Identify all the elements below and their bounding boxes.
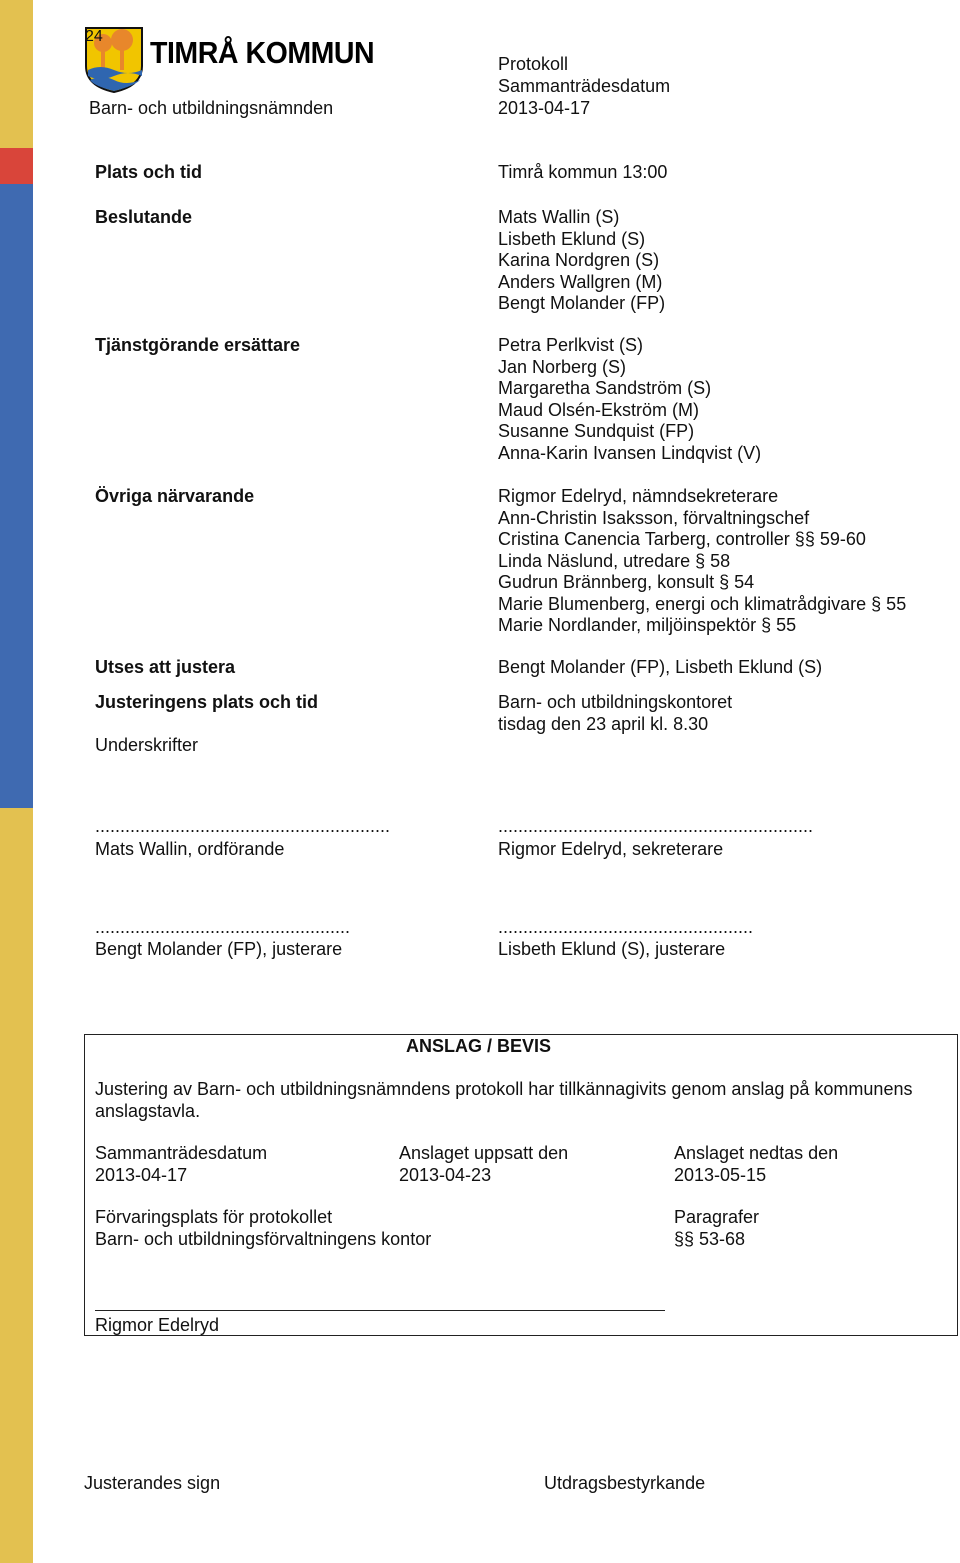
signature-name-secretary: Rigmor Edelryd, sekreterare: [498, 839, 724, 859]
page-number: 24: [85, 28, 103, 45]
signature-name-adjuster-1: Bengt Molander (FP), justerare: [95, 939, 343, 959]
list-item: Lisbeth Eklund (S): [498, 228, 646, 249]
signature-line-adjuster-1: ...................................................: [95, 917, 351, 937]
list-item: Ann-Christin Isaksson, förvaltningschef: [498, 507, 810, 528]
list-item: Maud Olsén-Ekström (M): [498, 399, 700, 420]
notice-storage-value: Barn- och utbildningsförvaltningens kontor: [95, 1229, 432, 1249]
list-item: Linda Näslund, utredare § 58: [498, 550, 731, 571]
list-item: Susanne Sundquist (FP): [498, 421, 695, 441]
notice-title: ANSLAG / BEVIS: [406, 1036, 552, 1056]
adjust-place-label: Justeringens plats och tid: [95, 692, 319, 712]
adjusters-value: Bengt Molander (FP), Lisbeth Eklund (S): [498, 657, 823, 677]
notice-sections-value: §§ 53-68: [674, 1229, 746, 1249]
signature-rule: [95, 1310, 665, 1311]
signature-line-chair: ...........................................................: [95, 816, 391, 836]
notice-signer: Rigmor Edelryd: [95, 1315, 220, 1335]
adjust-place-line2: tisdag den 23 april kl. 8.30: [498, 714, 709, 734]
header-date-label: Sammanträdesdatum: [498, 76, 671, 96]
adjusters-label: Utses att justera: [95, 657, 236, 677]
notice-storage-label: Förvaringsplats för protokollet: [95, 1207, 333, 1227]
place-time-label: Plats och tid: [95, 162, 203, 182]
stripe-yellow-bottom: [0, 808, 33, 1563]
list-item: Petra Perlkvist (S): [498, 335, 644, 355]
signatures-label: Underskrifter: [95, 735, 199, 755]
substitutes-label: Tjänstgörande ersättare: [95, 335, 301, 355]
list-item: Rigmor Edelryd, nämndsekreterare: [498, 486, 779, 506]
notice-meeting-date-label: Sammanträdesdatum: [95, 1143, 268, 1163]
notice-removed-label: Anslaget nedtas den: [674, 1143, 839, 1163]
list-item: Gudrun Brännberg, konsult § 54: [498, 572, 755, 592]
list-item: Jan Norberg (S): [498, 356, 627, 377]
signature-line-adjuster-2: ...................................................: [498, 917, 754, 937]
list-item: Margaretha Sandström (S): [498, 378, 712, 398]
adjust-place-line1: Barn- och utbildningskontoret: [498, 692, 733, 712]
list-item: Anders Wallgren (M): [498, 271, 663, 292]
list-item: Karina Nordgren (S): [498, 250, 660, 270]
list-item: Marie Nordlander, miljöinspektör § 55: [498, 615, 797, 635]
footer-adjuster-sign: Justerandes sign: [84, 1473, 221, 1493]
signature-name-chair: Mats Wallin, ordförande: [95, 839, 285, 859]
place-time-value: Timrå kommun 13:00: [498, 162, 668, 182]
footer-certification: Utdragsbestyrkande: [544, 1473, 706, 1493]
notice-posted-date: 2013-04-23: [399, 1165, 492, 1185]
notice-text: Justering av Barn- och utbildningsnämndens protokoll har tillkännagivits genom anslag på kommunens anslagstavla.: [95, 1079, 913, 1121]
notice-meeting-date: 2013-04-17: [95, 1165, 188, 1185]
committee-name: Barn- och utbildningsnämnden: [89, 98, 334, 118]
deciding-list: [498, 207, 665, 315]
notice-removed-date: 2013-05-15: [674, 1165, 767, 1185]
others-label: Övriga närvarande: [95, 486, 255, 506]
others-list: [498, 486, 906, 637]
stripe-yellow-top: [0, 0, 33, 148]
substitutes-list: [498, 335, 761, 464]
list-item: Anna-Karin Ivansen Lindqvist (V): [498, 442, 762, 463]
notice-posted-label: Anslaget uppsatt den: [399, 1143, 569, 1163]
header-doc-type: Protokoll: [498, 54, 569, 74]
header-date: 2013-04-17: [498, 98, 591, 118]
list-item: Bengt Molander (FP): [498, 293, 666, 313]
signature-name-adjuster-2: Lisbeth Eklund (S), justerare: [498, 939, 726, 959]
signature-line-secretary: ...............................................................: [498, 816, 814, 836]
stripe-red: [0, 148, 33, 184]
municipality-name: TIMRÅ KOMMUN: [150, 35, 375, 70]
stripe-blue: [0, 184, 33, 808]
list-item: Marie Blumenberg, energi och klimatrådgivare § 55: [498, 593, 907, 614]
deciding-label: Beslutande: [95, 207, 193, 227]
notice-sections-label: Paragrafer: [674, 1207, 760, 1227]
list-item: Cristina Canencia Tarberg, controller §§ 59-60: [498, 529, 866, 549]
list-item: Mats Wallin (S): [498, 207, 620, 227]
